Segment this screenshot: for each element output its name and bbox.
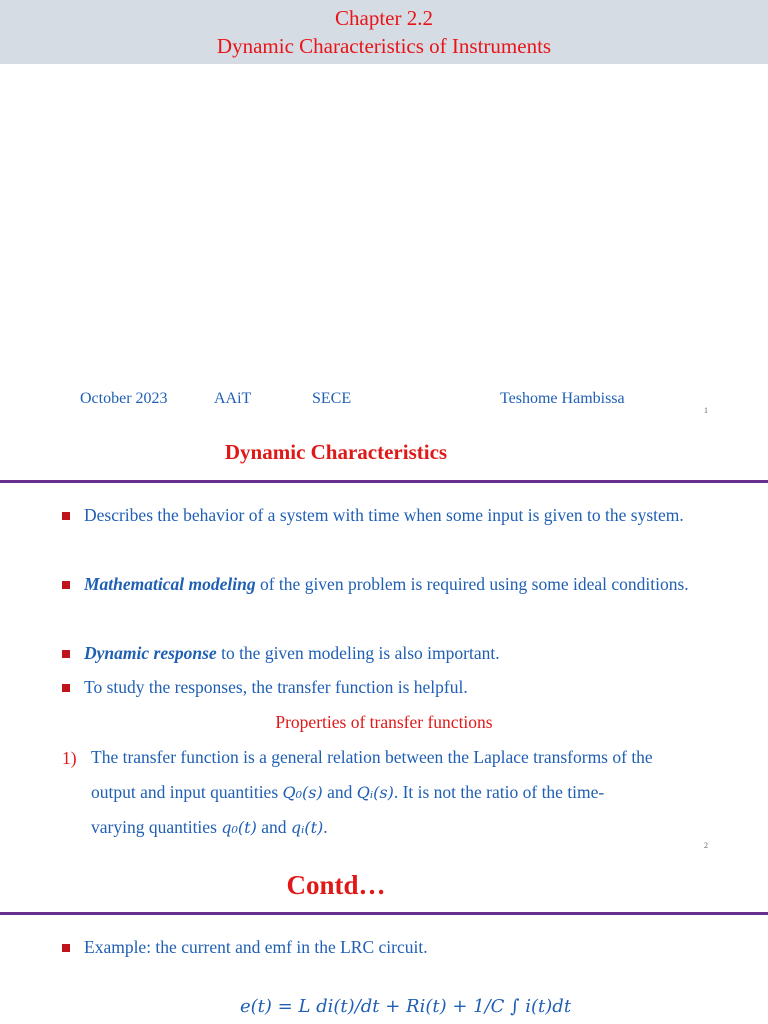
emphasis-text: Dynamic response <box>84 643 217 663</box>
math-q0s: Q₀(s) <box>282 783 323 802</box>
slide-heading: Dynamic Characteristics <box>224 440 448 464</box>
bullet-text <box>84 567 709 602</box>
item-1-text <box>91 740 711 845</box>
bullet-text <box>84 636 709 671</box>
math-qis: Qᵢ(s) <box>356 783 394 802</box>
subheading: Properties of transfer functions <box>275 712 493 732</box>
chapter-title: Chapter 2.2 <box>335 6 433 30</box>
item-1-line-2b: . It is not the ratio of the time- <box>393 782 605 802</box>
bullet-marker <box>62 512 70 520</box>
footer-institution: AAiT <box>214 390 252 407</box>
item-1-line-3: varying quantities <box>91 817 222 837</box>
item-1-line-2: output and input quantities <box>91 782 283 802</box>
conj: and <box>256 817 291 837</box>
bullet-marker <box>62 684 70 692</box>
bullet-body: to the given modeling is also important. <box>216 643 500 663</box>
footer-school: SECE <box>312 390 352 407</box>
bullet-marker <box>62 581 70 589</box>
bullet-text: Example: the current and emf in the LRC circuit. <box>84 937 428 957</box>
bullet-text: Describes the behavior of a system with time when some input is given to the system. <box>84 505 684 525</box>
slide-title: Dynamic Characteristics of Instruments <box>216 34 552 58</box>
conj: and <box>322 782 357 802</box>
period: . <box>323 817 328 837</box>
slide-2 <box>0 428 768 860</box>
heading-rule <box>0 912 768 915</box>
page-number: 2 <box>704 841 708 850</box>
item-number: 1) <box>62 748 77 768</box>
slide-1 <box>0 0 768 428</box>
bullet-text: To study the responses, the transfer function is helpful. <box>84 677 468 697</box>
lrc-equation: e(t) = L di(t)/dt + Ri(t) + 1/C ∫ i(t)dt <box>240 996 572 1017</box>
heading-rule <box>0 480 768 483</box>
math-qit: qᵢ(t) <box>290 818 324 837</box>
item-1-line-1: The transfer function is a general relation between the Laplace transforms of the <box>91 747 653 767</box>
page-number: 1 <box>704 406 708 415</box>
bullet-body: of the given problem is required using some ideal conditions. <box>255 574 689 594</box>
bullet-marker <box>62 944 70 952</box>
slide-heading: Contd… <box>286 870 386 900</box>
math-q0t: q₀(t) <box>221 818 257 837</box>
footer-date: October 2023 <box>80 390 168 407</box>
bullet-marker <box>62 650 70 658</box>
footer-author: Teshome Hambissa <box>500 390 625 407</box>
emphasis-text: Mathematical modeling <box>84 574 256 594</box>
